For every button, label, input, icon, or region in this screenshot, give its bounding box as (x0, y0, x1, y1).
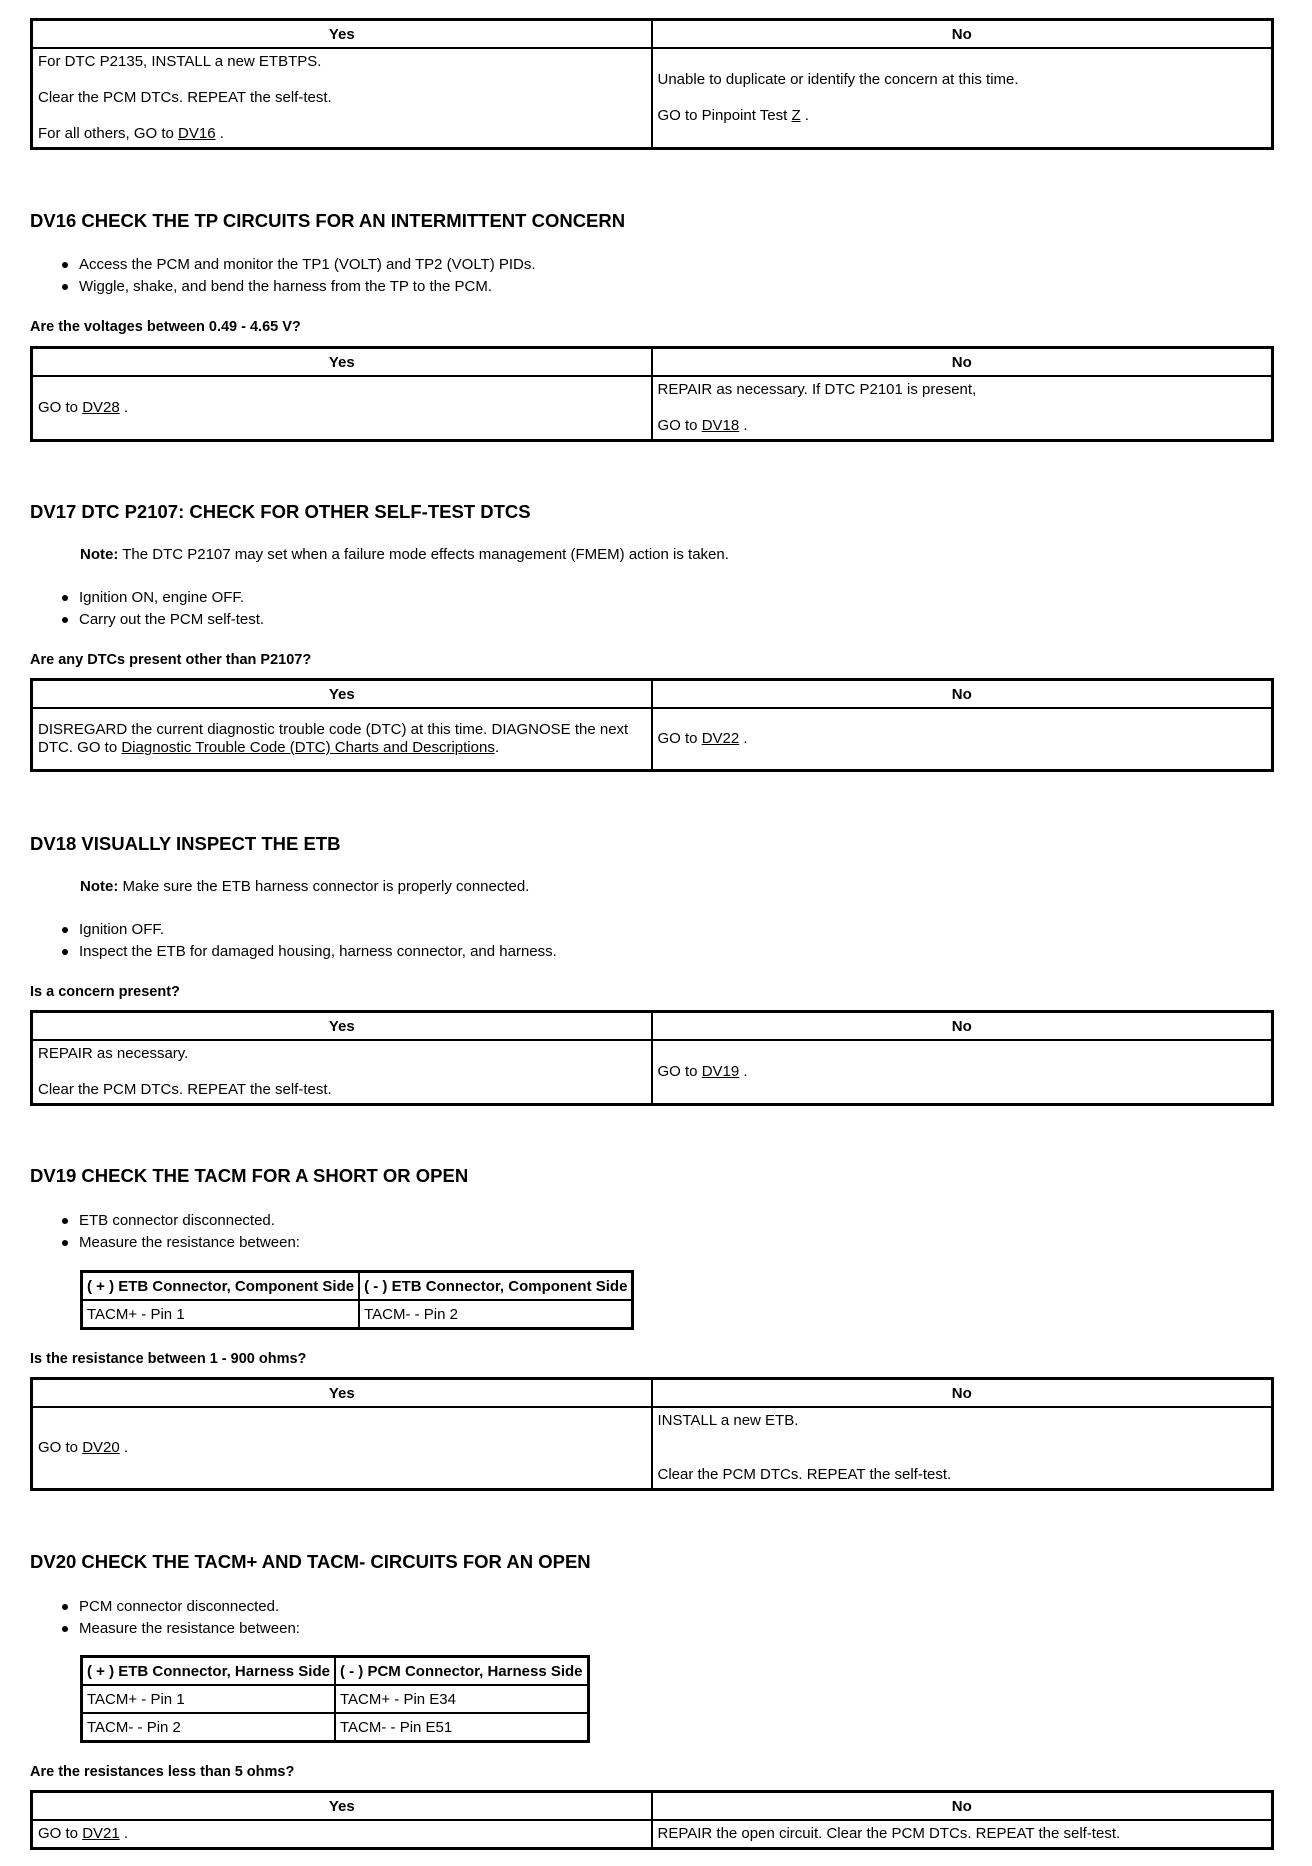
link-dv22[interactable]: DV22 (701, 729, 740, 747)
yes-cell: GO to DV28 . (32, 376, 652, 441)
dv20-question: Are the resistances less than 5 ohms? (30, 1764, 295, 1780)
yes-header: Yes (32, 1379, 652, 1408)
dv19-steps (62, 1210, 300, 1254)
dv20-result-table (30, 1790, 1274, 1850)
no-header: No (652, 680, 1273, 709)
yes-cell: REPAIR as necessary. Clear the PCM DTCs. REPEAT the self-test. (32, 1040, 652, 1105)
table-row: TACM- - Pin 2 TACM- - Pin E51 (82, 1713, 589, 1742)
table-row: TACM+ - Pin 1 TACM+ - Pin E34 (82, 1685, 589, 1713)
yes-cell: GO to DV21 . (32, 1820, 652, 1849)
no-cell: REPAIR the open circuit. Clear the PCM DTCs. REPEAT the self-test. (652, 1820, 1273, 1849)
dv16-result-table (30, 346, 1274, 442)
table-row: TACM+ - Pin 1 TACM- - Pin 2 (82, 1300, 633, 1329)
pin-header: ( + ) ETB Connector, Harness Side (82, 1657, 335, 1686)
dv18-steps (62, 919, 557, 963)
dv18-result-table (30, 1010, 1274, 1106)
list-item: PCM connector disconnected. (62, 1596, 300, 1618)
no-header: No (652, 20, 1273, 49)
list-item: Measure the resistance between: (62, 1232, 300, 1254)
list-item: Access the PCM and monitor the TP1 (VOLT) and TP2 (VOLT) PIDs. (62, 254, 536, 276)
pin-header: ( - ) PCM Connector, Harness Side (335, 1657, 588, 1686)
no-header: No (652, 1379, 1273, 1408)
link-dv18[interactable]: DV18 (701, 417, 740, 434)
dv18-note: Note: Make sure the ETB harness connector is properly connected. (80, 878, 530, 895)
no-cell: Unable to duplicate or identify the concern at this time. GO to Pinpoint Test Z . (652, 48, 1273, 149)
yes-cell: GO to DV20 . (32, 1407, 652, 1490)
yes-header: Yes (32, 20, 652, 49)
dv19-title: DV19 CHECK THE TACM FOR A SHORT OR OPEN (30, 1165, 469, 1186)
no-cell: REPAIR as necessary. If DTC P2101 is present, GO to DV18 . (652, 376, 1273, 441)
link-dtc-charts[interactable]: Diagnostic Trouble Code (DTC) Charts and Descriptions (121, 738, 495, 756)
dv18-question: Is a concern present? (30, 984, 180, 1000)
no-cell: GO to DV22 . (652, 708, 1273, 770)
dv17-question: Are any DTCs present other than P2107? (30, 652, 312, 668)
dv16-steps (62, 254, 536, 298)
dv17-result-table (30, 678, 1274, 772)
list-item: ETB connector disconnected. (62, 1210, 300, 1232)
no-cell: INSTALL a new ETB. Clear the PCM DTCs. REPEAT the self-test. (652, 1407, 1273, 1490)
dv20-steps (62, 1596, 300, 1640)
pin-header: ( - ) ETB Connector, Component Side (359, 1272, 633, 1301)
dv16-question: Are the voltages between 0.49 - 4.65 V? (30, 319, 301, 335)
link-dv28[interactable]: DV28 (82, 399, 120, 416)
yes-header: Yes (32, 1012, 652, 1041)
link-dv19[interactable]: DV19 (701, 1063, 740, 1080)
yes-line: For DTC P2135, INSTALL a new ETBTPS. (38, 53, 322, 70)
no-cell: GO to DV19 . (652, 1040, 1273, 1105)
dv19-pin-table (80, 1270, 634, 1330)
dv18-title: DV18 VISUALLY INSPECT THE ETB (30, 833, 341, 854)
dv19-result-table (30, 1377, 1274, 1491)
link-dv16[interactable]: DV16 (178, 125, 216, 142)
no-header: No (652, 1012, 1273, 1041)
list-item: Measure the resistance between: (62, 1618, 300, 1640)
list-item: Ignition ON, engine OFF. (62, 587, 264, 609)
yes-header: Yes (32, 1792, 652, 1821)
link-pinpoint-z[interactable]: Z (791, 107, 801, 124)
yes-header: Yes (32, 680, 652, 709)
dv19-question: Is the resistance between 1 - 900 ohms? (30, 1351, 307, 1367)
yes-cell: For DTC P2135, INSTALL a new ETBTPS. Clear the PCM DTCs. REPEAT the self-test. For all others, GO to DV16 . (32, 48, 652, 149)
no-header: No (652, 348, 1273, 377)
dv17-steps (62, 587, 264, 631)
top-result-table (30, 18, 1274, 150)
list-item: Carry out the PCM self-test. (62, 609, 264, 631)
list-item: Wiggle, shake, and bend the harness from the TP to the PCM. (62, 276, 536, 298)
dv17-note: Note: The DTC P2107 may set when a failure mode effects management (FMEM) action is taken. (80, 546, 729, 563)
dv20-pin-table (80, 1655, 590, 1743)
dv16-title: DV16 CHECK THE TP CIRCUITS FOR AN INTERMITTENT CONCERN (30, 210, 626, 231)
yes-cell: DISREGARD the current diagnostic trouble code (DTC) at this time. DIAGNOSE the next DTC. GO to Diagnostic Trouble Code (DTC) Charts and Descriptions. (32, 708, 652, 770)
pin-header: ( + ) ETB Connector, Component Side (82, 1272, 360, 1301)
yes-line: Clear the PCM DTCs. REPEAT the self-test. (38, 89, 332, 106)
dv17-title: DV17 DTC P2107: CHECK FOR OTHER SELF-TEST DTCS (30, 501, 531, 522)
dv20-title: DV20 CHECK THE TACM+ AND TACM- CIRCUITS FOR AN OPEN (30, 1551, 591, 1572)
link-dv20[interactable]: DV20 (82, 1439, 120, 1456)
no-header: No (652, 1792, 1273, 1821)
list-item: Ignition OFF. (62, 919, 557, 941)
link-dv21[interactable]: DV21 (82, 1825, 120, 1842)
yes-header: Yes (32, 348, 652, 377)
list-item: Inspect the ETB for damaged housing, harness connector, and harness. (62, 941, 557, 963)
